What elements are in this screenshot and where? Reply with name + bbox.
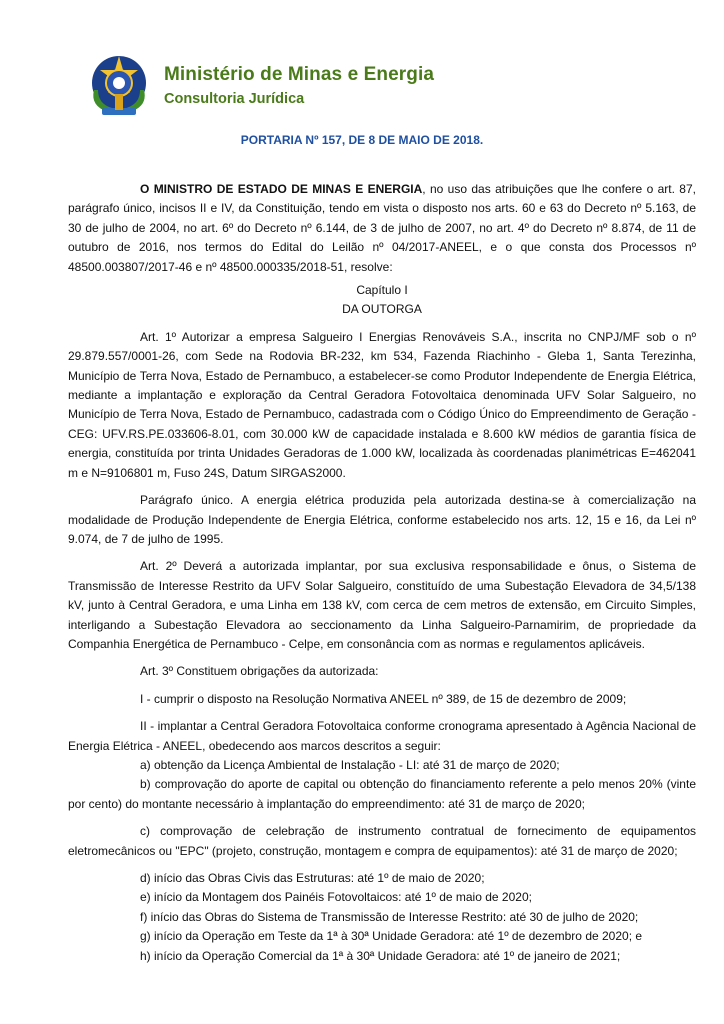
document-body: [68, 180, 696, 966]
list-item-c: c) comprovação de celebração de instrumento contratual de fornecimento de equipamentos eletromecânicos ou "EPC" (projeto, construção, montagem e compra de equipamentos): até 31 de março de 2020;: [68, 824, 696, 858]
ministry-name: Ministério de Minas e Energia: [164, 64, 435, 85]
article-1: Art. 1º Autorizar a empresa Salgueiro I Energias Renováveis S.A., inscrita no CNPJ/MF sob o nº 29.879.557/0001-26, com Sede na Rodovia BR-232, km 534, Fazenda Riachinho - Gleba 1, Santa Terezinha, Município de Terra Nova, Estado de Pernambuco, a estabelecer-se como Produtor Independente de Energia Elétrica, mediante a implantação e exploração da Central Geradora Fotovoltaica denominada UFV Solar Salgueiro, no Município de Terra Nova, Estado de Pernambuco, cadastrada com o Código Único do Empreendimento de Geração - CEG: UFV.RS.PE.033606-8.01, com 30.000 kW de capacidade instalada e 8.600 kW médios de garantia física de energia, constituída por trinta Unidades Geradoras de 1.000 kW, localizada às coordenadas planimétricas E=462041 m e N=9106801 m, Fuso 24S, Datum SIRGAS2000.: [68, 329, 696, 480]
list-item-e: e) início da Montagem dos Painéis Fotovoltaicos: até 1º de maio de 2020;: [140, 890, 532, 905]
letterhead: [84, 50, 644, 120]
inciso-2: II - implantar a Central Geradora Fotovoltaica conforme cronograma apresentado à Agência Nacional de Energia Elétrica - ANEEL, obedecendo aos marcos descritos a seguir:: [68, 719, 696, 753]
article-3: Art. 3º Constituem obrigações da autorizada:: [140, 664, 379, 679]
inciso-1: I - cumprir o disposto na Resolução Normativa ANEEL nº 389, de 15 de dezembro de 2009;: [140, 691, 627, 706]
chapter-number: Capítulo I: [356, 283, 408, 298]
list-item-a: a) obtenção da Licença Ambiental de Instalação - LI: até 31 de março de 2020;: [140, 757, 560, 772]
list-item-g: g) início da Operação em Teste da 1ª à 30ª Unidade Geradora: até 1º de dezembro de 2020; e: [140, 929, 643, 944]
sole-paragraph: Parágrafo único. A energia elétrica produzida pela autorizada destina-se à comercialização na modalidade de Produção Independente de Energia Elétrica, conforme estabelecido nos arts. 12, 15 e 16, da Lei nº 9.074, de 7 de julho de 1995.: [68, 493, 696, 546]
department-name: Consultoria Jurídica: [164, 91, 305, 107]
list-item-h: h) início da Operação Comercial da 1ª à 30ª Unidade Geradora: até 1º de janeiro de 2021;: [140, 948, 621, 963]
preamble-text: , no uso das atribuições que lhe confere o art. 87, parágrafo único, incisos II e IV, da Constituição, tendo em vista o disposto nos arts. 60 e 63 do Decreto nº 5.163, de 30 de julho de 2004, no art. 6º do Decreto nº 6.144, de 3 de julho de 2007, no art. 4º do Decreto nº 8.874, de 11 de outubro de 2016, nos termos do Edital do Leilão nº 04/2017-ANEEL, e o que consta dos Processos nº 48500.003807/2017-46 e nº 48500.000335/2018-51, resolve:: [68, 182, 696, 274]
list-item-f: f) início das Obras do Sistema de Transmissão de Interesse Restrito: até 30 de julho de 2020;: [140, 909, 639, 924]
chapter-name: DA OUTORGA: [342, 302, 422, 317]
article-2: Art. 2º Deverá a autorizada implantar, por sua exclusiva responsabilidade e ônus, o Sistema de Transmissão de Interesse Restrito da UFV Solar Salgueiro, constituído de uma Subestação Elevadora de 34,5/138 kV, junto à Central Geradora, e uma Linha em 138 kV, com cerca de cem metros de extensão, em Circuito Simples, interligando a Subestação Elevadora ao seccionamento da Linha Salgueiro-Parnamirim, de propriedade da Companhia Energética de Pernambuco - Celpe, em consonância com as normas e regulamentos aplicáveis.: [68, 559, 696, 651]
list-item-b: b) comprovação do aporte de capital ou obtenção do financiamento referente a pelo menos 20% (vinte por cento) do montante necessário à implantação do empreendimento: até 31 de março de 2020;: [68, 777, 696, 811]
coat-of-arms-seal-icon: [84, 50, 154, 120]
list-item-d: d) início das Obras Civis das Estruturas: até 1º de maio de 2020;: [140, 871, 485, 885]
preamble: [68, 180, 696, 277]
document-title: PORTARIA Nº 157, DE 8 DE MAIO DE 2018.: [240, 133, 484, 147]
authority: O MINISTRO DE ESTADO DE MINAS E ENERGIA: [140, 182, 423, 196]
